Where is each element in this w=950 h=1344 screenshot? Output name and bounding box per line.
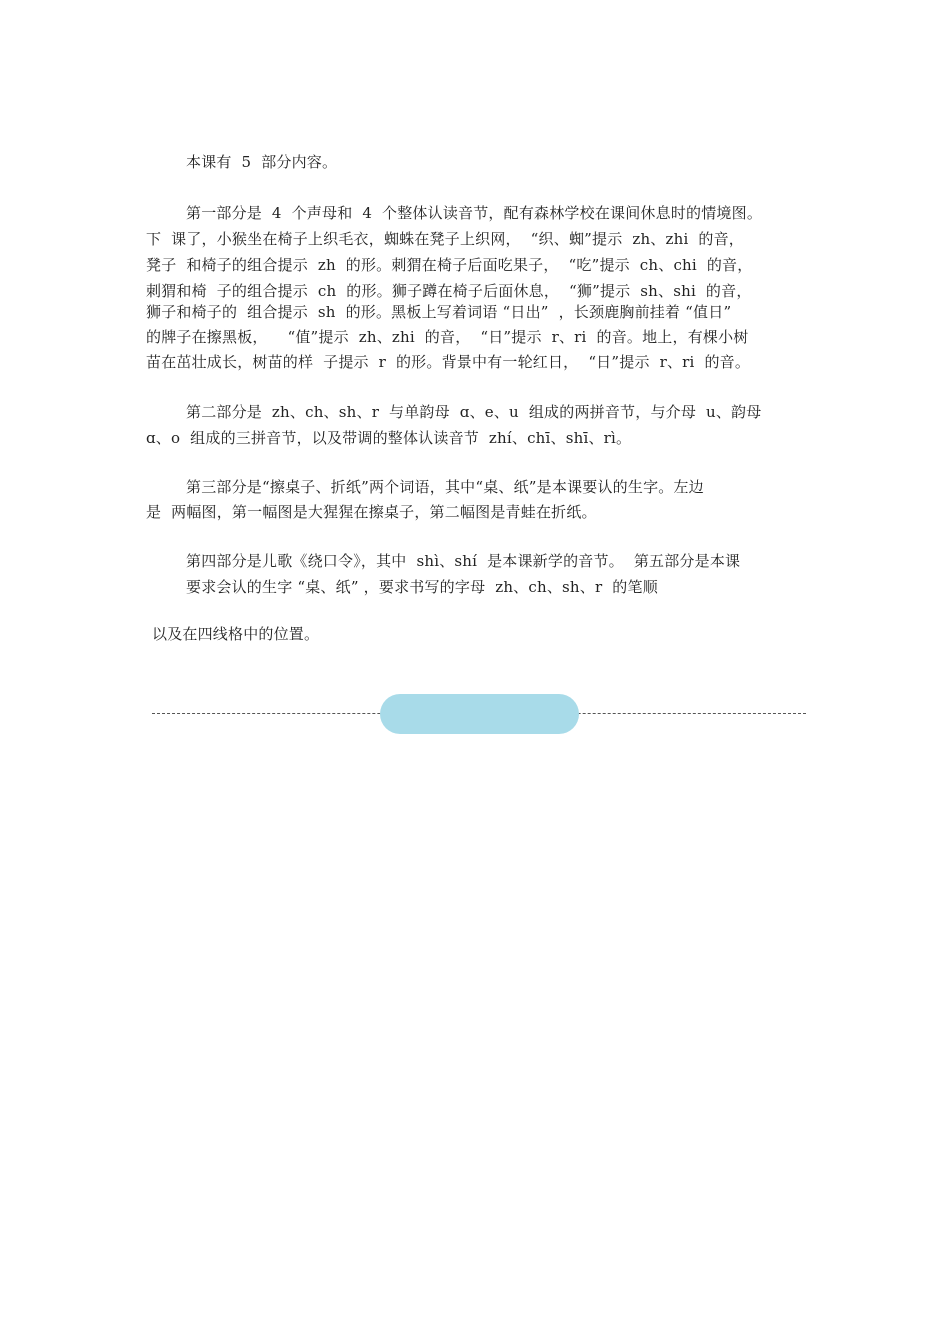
part4-line-1: 第四部分是儿歌《绕口令》，其中 shì、shí 是本课新学的音节。 第五部分是本课 xyxy=(186,552,741,570)
part1-line-5: 狮子和椅子的 组合提示 sh 的形。黑板上写着词语 “日出” ，长颈鹿胸前挂着 “值日” xyxy=(146,303,732,321)
part1-line-2: 下 课了，小猴坐在椅子上织毛衣，蜘蛛在凳子上织网， “织、蜘”提示 zh、zhi 的音， xyxy=(146,230,745,248)
part3-line-1: 第三部分是“擦桌子、折纸”两个词语，其中“桌、纸”是本课要认的生字。左边 xyxy=(186,478,704,496)
part1-line-3: 凳子 和椅子的组合提示 zh 的形。刺猬在椅子后面吃果子， “吃”提示 ch、chi 的音， xyxy=(146,256,753,274)
part1-line-6: 的牌子在擦黑板， “值”提示 zh、zhi 的音， “日”提示 r、ri 的音。地上，有棵小树 xyxy=(146,328,749,346)
intro-paragraph: 本课有 5 部分内容。 xyxy=(186,153,338,171)
part3-line-2: 是 两幅图，第一幅图是大猩猩在擦桌子，第二幅图是青蛙在折纸。 xyxy=(146,503,597,521)
part2-line-1: 第二部分是 zh、ch、sh、r 与单韵母 ɑ、e、u 组成的两拼音节，与介母 u、韵母 xyxy=(186,403,762,421)
part1-line-4: 刺猬和椅 子的组合提示 ch 的形。狮子蹲在椅子后面休息， “狮”提示 sh、shi 的音， xyxy=(146,282,752,300)
part1-line-7: 苗在茁壮成长，树苗的样 子提示 r 的形。背景中有一轮红日， “日”提示 r、ri 的音。 xyxy=(146,353,751,371)
part1-line-1: 第一部分是 4 个声母和 4 个整体认读音节，配有森林学校在课间休息时的情境图。 xyxy=(186,204,763,222)
part4-line-2: 要求会认的生字 “桌、纸” ，要求书写的字母 zh、ch、sh、r 的笔顺 xyxy=(186,578,658,596)
part5-line: 以及在四线格中的位置。 xyxy=(152,625,320,643)
part2-line-2: ɑ、o 组成的三拼音节，以及带调的整体认读音节 zhí、chī、shī、rì。 xyxy=(146,429,632,447)
divider-pill-badge xyxy=(380,694,579,734)
